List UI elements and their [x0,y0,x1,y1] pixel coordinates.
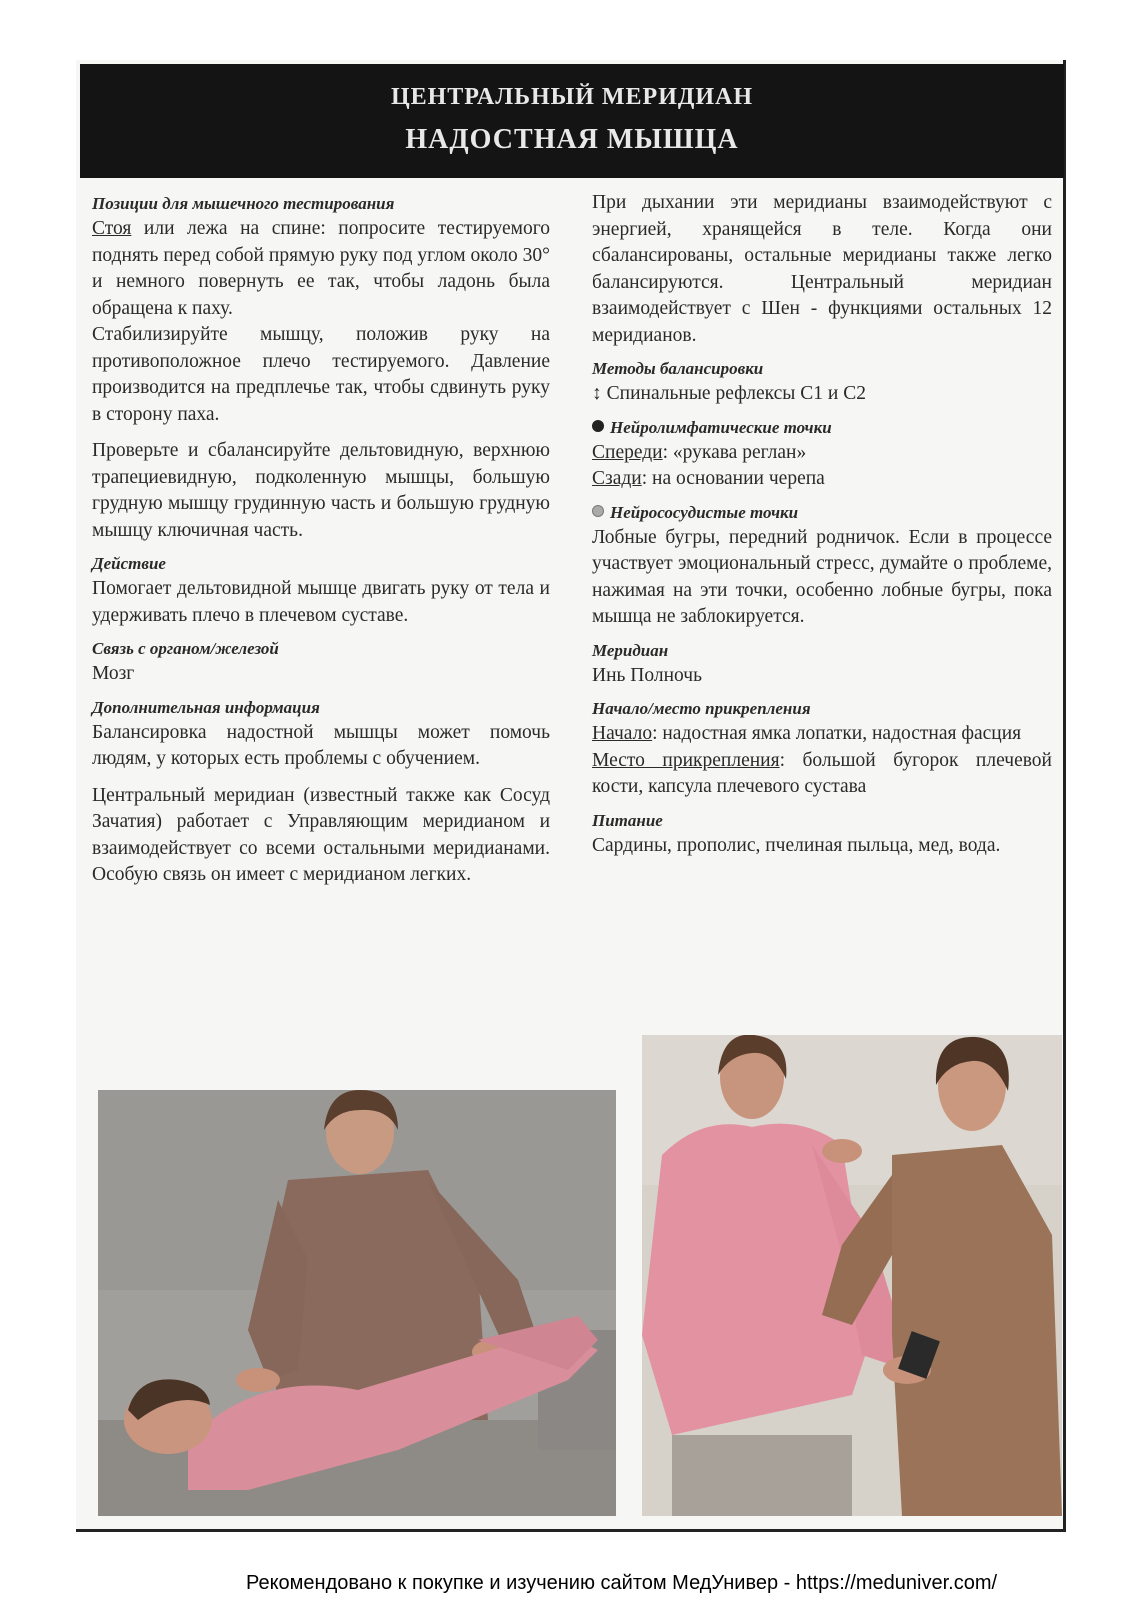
back-line [592,466,1052,493]
insertion-line [592,748,1052,801]
right-column [592,190,1052,859]
origin-text: : надостная ямка лопатки, надостная фасция [652,723,1022,744]
front-label: Спереди [592,441,663,463]
meridian-heading: Меридиан [592,640,669,660]
left-column [92,192,550,889]
front-text: : «рукава реглан» [662,441,807,463]
methods-heading: Методы балансировки [592,359,764,378]
origin-line [592,721,1052,748]
page-title: ЦЕНТРАЛЬНЫЙ МЕРИДИАН [390,84,754,110]
grey-dot-icon [592,505,604,517]
positions-paragraph [92,216,550,322]
extra-paragraph: Балансировка надостной мышцы может помочь людям, у которых есть проблемы с обучением. [92,721,550,769]
origin-heading: Начало/место прикрепления [592,699,811,718]
photo-standing-test [642,1035,1062,1516]
organ-heading: Связь с органом/железой [92,639,279,658]
footer-recommendation: Рекомендовано к покупке и изучению сайтом МедУнивер - https://meduniver.com/ [246,1572,998,1594]
arrows-updown-icon: ↕ [592,383,602,404]
header-banner [80,64,1064,178]
photo-lying-test [98,1090,616,1516]
stabilize-paragraph: Стабилизируйте мышцу, положив руку на противоположное плечо тестируемого. Давление производится на предплечье так, чтобы сдвинуть руку в сторону паха. [92,324,550,425]
lymph-heading-row [592,416,1052,440]
breath-paragraph: При дыхании эти меридианы взаимодействуют с энергией, хранящейся в теле. Когда они сбалансированы, остальные меридианы также легко балансируются. Центральный меридиан взаимодействует с Шен - функциями остальных 12 меридианов. [592,192,1052,346]
lymph-heading: Нейролимфатические точки [610,417,832,437]
insertion-label: Место прикрепления [592,749,780,771]
nutrition-paragraph: Сардины, прополис, пчелиная пыльца, мед, вода. [592,834,1001,856]
meridian-paragraph: Центральный меридиан (известный также как Сосуд Зачатия) работает с Управляющим меридианом и взаимодействует со всеми остальными меридианами. Особую связь он имеет с меридианом легких. [92,784,550,885]
back-text: : на основании черепа [641,468,825,489]
action-heading: Действие [92,554,166,573]
meridian-name: Инь Полночь [592,664,702,686]
front-line [592,440,1052,467]
organ-paragraph: Мозг [92,663,135,684]
positions-underlined: Стоя [92,218,132,239]
black-dot-icon [592,420,604,432]
vascular-heading-row [592,501,1052,525]
page-subtitle: НАДОСТНАЯ МЫШЦА [405,124,739,155]
vascular-heading: Нейрососудистые точки [610,502,799,522]
spinal-line [592,381,1052,408]
positions-text: или лежа на спине: попросите тестируемого поднять перед собой прямую руку под углом около 30° и немного повернуть ее так, чтобы ладонь была обращена к паху. [92,218,550,319]
extra-heading: Дополнительная информация [92,697,320,717]
spinal-text: Спинальные рефлексы С1 и С2 [606,383,866,404]
action-paragraph: Помогает дельтовидной мышце двигать руку от тела и удерживать плечо в плечевом суставе. [92,578,550,626]
origin-label: Начало [592,723,653,744]
back-label: Сзади [592,468,642,489]
check-paragraph: Проверьте и сбалансируйте дельтовидную, верхнюю трапециевидную, подколенную мышцы, большую грудную мышцу грудинную часть и большую грудную мышцу ключичная часть. [92,440,550,541]
nutrition-heading: Питание [592,810,663,830]
positions-heading: Позиции для мышечного тестирования [92,194,395,213]
vascular-paragraph: Лобные бугры, передний родничок. Если в процессе участвует эмоциональный стресс, думайте о проблеме, нажимая на эти точки, особенно лобные бугры, пока мышца не заблокируется. [592,526,1052,627]
insertion-text: : большой бугорок плечевой кости, капсула плечевого сустава [592,749,1052,797]
